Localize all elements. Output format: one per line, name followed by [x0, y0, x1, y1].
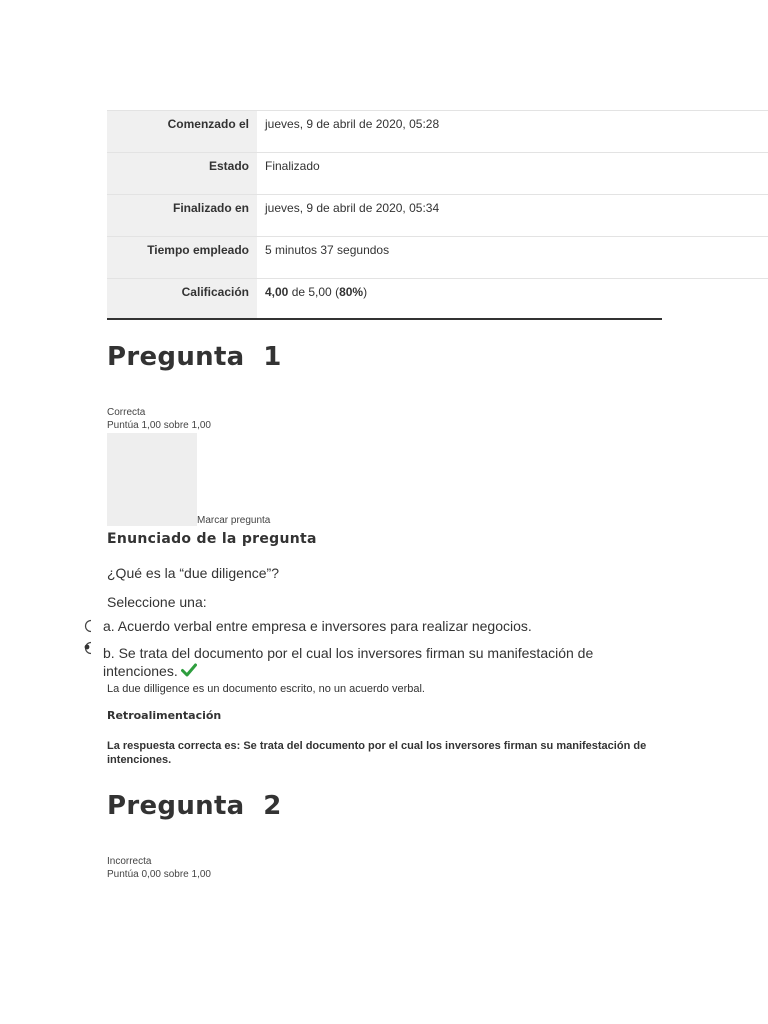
- question-text: ¿Qué es la “due diligence”?: [107, 565, 279, 581]
- feedback-heading: Retroalimentación: [107, 709, 222, 722]
- select-one-prompt: Seleccione una:: [107, 594, 207, 610]
- question-2-points: Puntúa 0,00 sobre 1,00: [107, 869, 211, 880]
- answer-option-b-label: b. Se trata del documento por el cual los inversores firman su manifestación de intenciones.: [103, 645, 594, 679]
- answer-option-a[interactable]: [79, 617, 532, 635]
- summary-label: Finalizado en: [107, 195, 257, 236]
- grade-score: 4,00: [265, 285, 289, 299]
- grade-percent: 80%: [339, 285, 364, 299]
- summary-row-time-taken: [107, 237, 768, 279]
- checkmark-icon: [181, 663, 197, 681]
- summary-label: Calificación: [107, 279, 257, 320]
- answer-option-b-text: [103, 644, 663, 681]
- answer-option-b[interactable]: [79, 639, 97, 657]
- summary-value: jueves, 9 de abril de 2020, 05:28: [265, 117, 440, 131]
- grade-close: ): [363, 285, 368, 299]
- summary-value: Finalizado: [265, 159, 320, 173]
- question-2-title: Pregunta 2: [107, 791, 282, 821]
- summary-label: Estado: [107, 153, 257, 194]
- attempt-summary-table: [107, 110, 768, 320]
- answer-option-a-label: a. Acuerdo verbal entre empresa e inversores para realizar negocios.: [103, 618, 532, 634]
- question-1-points: Puntúa 1,00 sobre 1,00: [107, 420, 211, 431]
- question-1-info: [107, 406, 211, 432]
- flag-question-icon[interactable]: [107, 433, 197, 526]
- question-2-info: [107, 855, 211, 881]
- specific-feedback: La due dilligence es un documento escrito, no un acuerdo verbal.: [107, 683, 425, 695]
- grade-value: [257, 279, 768, 320]
- summary-row-grade: [107, 279, 768, 320]
- summary-label: Comenzado el: [107, 111, 257, 152]
- question-1-title: Pregunta 1: [107, 342, 282, 372]
- radio-icon[interactable]: [79, 639, 97, 657]
- right-answer: La respuesta correcta es: Se trata del documento por el cual los inversores firman su manifestación de intenciones.: [107, 740, 647, 766]
- question-text-heading: Enunciado de la pregunta: [107, 531, 317, 547]
- flag-question-link[interactable]: Marcar pregunta: [197, 515, 271, 526]
- summary-row-started: [107, 111, 768, 153]
- grade-of-text: de 5,00 (: [288, 285, 340, 299]
- summary-label: Tiempo empleado: [107, 237, 257, 278]
- summary-row-state: [107, 153, 768, 195]
- question-2-state: Incorrecta: [107, 856, 152, 867]
- summary-divider: [107, 318, 662, 320]
- summary-row-finished: [107, 195, 768, 237]
- summary-value: jueves, 9 de abril de 2020, 05:34: [265, 201, 440, 215]
- question-1-state: Correcta: [107, 407, 146, 418]
- summary-value: 5 minutos 37 segundos: [265, 243, 390, 257]
- radio-icon[interactable]: [79, 617, 97, 635]
